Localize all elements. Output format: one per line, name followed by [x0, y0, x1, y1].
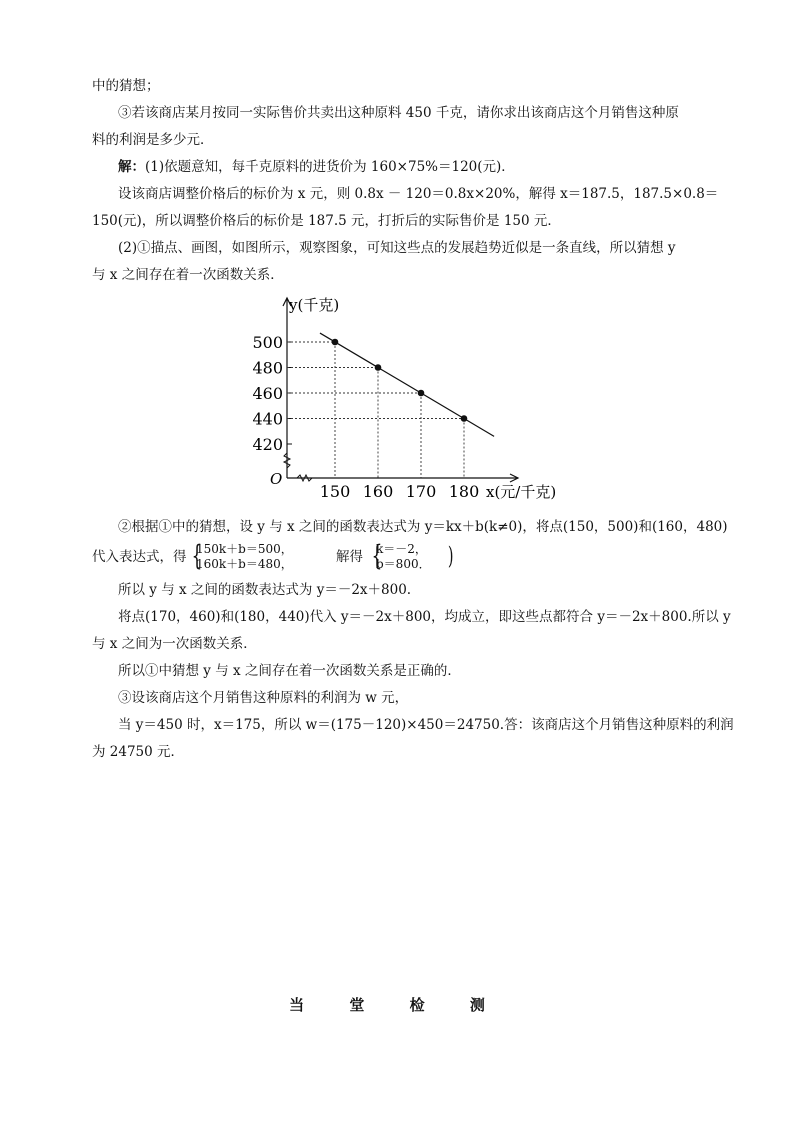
data-point [461, 415, 468, 422]
trend-line [320, 333, 494, 436]
left-brace-2: { [371, 539, 383, 572]
y-tick-label: 440 [252, 409, 283, 429]
right-paren: ) [447, 542, 454, 570]
text-line-17: 为 24750 元． [92, 744, 185, 760]
text-line-7: (2)①描点、画图，如图所示，观察图象，可知这些点的发展趋势近似是一条直线，所以猜想 y [118, 240, 676, 256]
y-tick-label: 420 [252, 435, 283, 454]
solution-line-1 [118, 158, 515, 176]
solve-label: 解得 [336, 549, 363, 565]
text-line-13: 与 x 之间为一次函数关系． [92, 636, 257, 652]
y-tick-label: 460 [252, 384, 283, 403]
x-axis-label: x(元/千克) [486, 483, 557, 501]
scatter-chart [240, 290, 600, 505]
left-brace-1: { [191, 539, 203, 572]
origin-label: O [270, 470, 283, 488]
text-line-1: 中的猜想； [92, 78, 160, 94]
solution-label: 解： [118, 159, 145, 175]
x-tick-label: 150 [319, 482, 351, 501]
section-title: 当 堂 检 测 [289, 996, 505, 1014]
solution-text: (1)依题意知，每千克原料的进货价为 160×75%＝120(元)． [145, 159, 515, 175]
system2-row2: b＝800． [376, 557, 431, 571]
text-line-14: 所以①中猜想 y 与 x 之间存在着一次函数关系是正确的． [118, 663, 461, 679]
data-point [375, 364, 382, 371]
x-tick-label: 180 [448, 482, 480, 501]
equation-intro: 代入表达式，得 [92, 549, 187, 565]
text-line-6: 150(元)，所以调整价格后的标价是 187.5 元，打折后的实际售价是 150 元． [92, 213, 561, 229]
equation-line [92, 541, 712, 573]
text-line-9: ②根据①中的猜想，设 y 与 x 之间的函数表达式为 y＝kx＋b(k≠0)，将点(150，500)和(160，480) [118, 519, 728, 535]
system2-row1: k＝－2， [376, 542, 427, 556]
y-axis-label: y(千克) [289, 296, 340, 314]
system1-row1: 150k＋b＝500， [196, 542, 293, 556]
text-line-3: 料的利润是多少元． [92, 132, 214, 148]
text-line-8: 与 x 之间存在着一次函数关系． [92, 267, 284, 283]
text-line-16: 当 y＝450 时，x＝175，所以 w＝(175－120)×450＝24750.答：该商店这个月销售这种原料的利润 [118, 717, 734, 733]
y-tick-label: 500 [252, 333, 283, 352]
data-point [418, 390, 425, 397]
system1-row2: 160k＋b＝480， [196, 557, 293, 571]
x-tick-label: 170 [405, 482, 437, 501]
data-point [332, 339, 339, 346]
text-line-12: 将点(170，460)和(180，440)代入 y＝－2x＋800，均成立，即这些点都符合 y＝－2x＋800.所以 y [118, 609, 731, 625]
text-line-11: 所以 y 与 x 之间的函数表达式为 y＝－2x＋800. [118, 582, 412, 598]
text-line-15: ③设该商店这个月销售这种原料的利润为 w 元， [118, 690, 409, 706]
text-line-2: ③若该商店某月按同一实际售价共卖出这种原料 450 千克，请你求出该商店这个月销售这种原 [118, 105, 679, 121]
y-tick-label: 480 [252, 358, 283, 378]
x-tick-label: 160 [362, 482, 394, 501]
text-line-5: 设该商店调整价格后的标价为 x 元，则 0.8x － 120＝0.8x×20%，解得 x＝187.5，187.5×0.8＝ [118, 186, 719, 202]
